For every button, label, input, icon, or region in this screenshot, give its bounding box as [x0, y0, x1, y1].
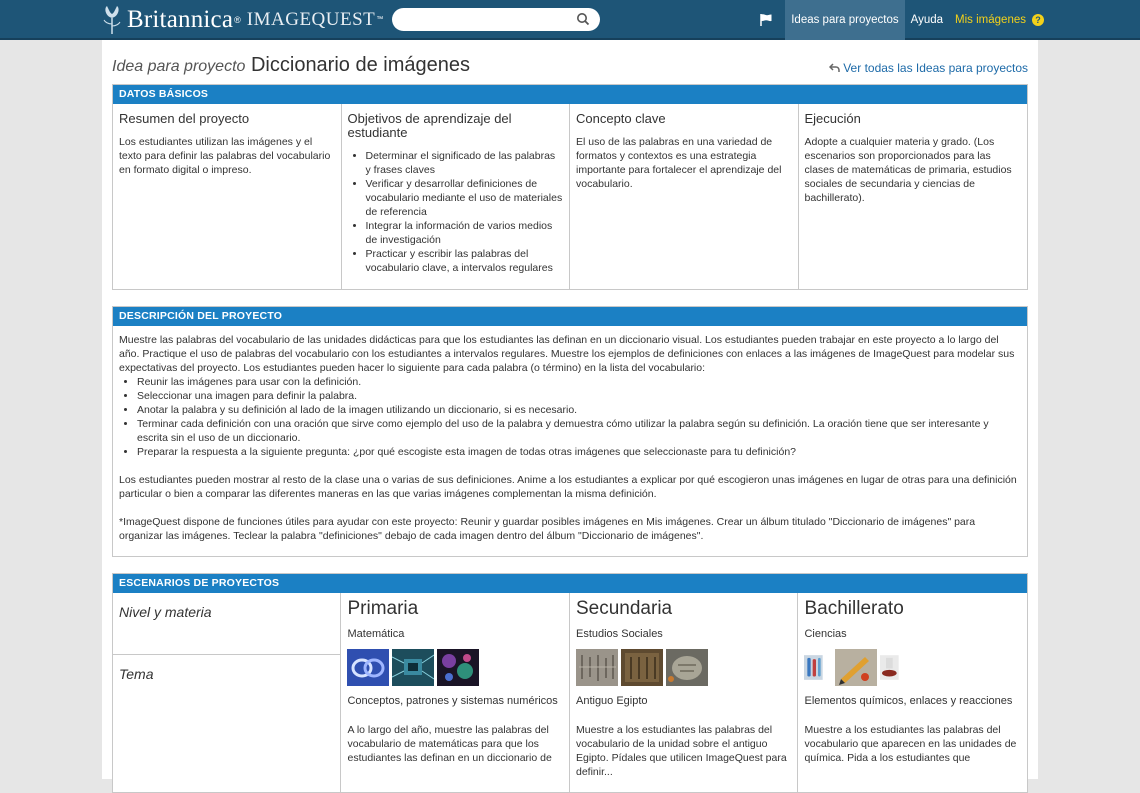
row-label-level: Nivel y materia [113, 593, 340, 655]
execution-text: Adopte a cualquier materia y grado. (Los escenarios son proporcionados para las clases de matemáticas de primaria, estudios sociales de secundaria y ciencias de bachillerato). [804, 136, 1012, 204]
scenario-subject: Matemática [347, 628, 405, 640]
scenario-level[interactable]: Bachillerato [804, 598, 904, 619]
britannica-imagequest-logo[interactable] [101, 2, 383, 38]
hieroglyphs-thumbnail-image[interactable] [576, 649, 618, 686]
brand-name: Britannica [127, 6, 234, 33]
list-item: • Anotar la palabra y su definición al lado de la imagen utilizando un diccionario, si es necesario. [137, 403, 1021, 417]
flag-button[interactable] [755, 0, 777, 40]
view-all-ideas-link[interactable] [829, 61, 1028, 75]
view-all-ideas-label: Ver todas las Ideas para proyectos [843, 61, 1028, 75]
scenario-summary: Muestre a los estudiantes las palabras del vocabulario que aparecen en las unidades de química. Pida a los estudiantes que [804, 724, 1017, 764]
scenario-summary: A lo largo del año, muestre las palabras del vocabulario de matemáticas para que los estudiantes las definan en un diccionario de [347, 724, 552, 764]
description-heading: DESCRIPCIÓN DEL PROYECTO [113, 307, 1027, 326]
nav-ideas-para-proyectos[interactable]: Ideas para proyectos [785, 0, 904, 40]
scenario-row-labels [113, 593, 341, 793]
execution-column [799, 104, 1028, 290]
page-title-text: Diccionario de imágenes [250, 54, 470, 76]
test-tubes-thumbnail-image[interactable] [804, 649, 832, 686]
main-content [102, 40, 1038, 779]
list-item: • Seleccionar una imagen para definir la palabra. [137, 389, 1021, 403]
scenario-thumbnails [347, 649, 563, 687]
page-title-prefix: Idea para proyecto [112, 58, 246, 75]
scenario-thumbnails [804, 649, 1021, 687]
list-item: • Determinar el significado de las palabras y frases claves [366, 149, 564, 177]
description-panel [112, 306, 1028, 557]
powder-thumbnail-image[interactable] [880, 649, 908, 686]
objectives-list [348, 149, 564, 275]
top-navigation-bar [0, 0, 1140, 40]
list-item: • Reunir las imágenes para usar con la definición. [137, 375, 1021, 389]
scenario-summary: Muestre a los estudiantes las palabras del vocabulario de la unidad sobre el antiguo Egipto. Pídales que utilicen ImageQuest para definir... [575, 724, 787, 778]
search-icon[interactable] [576, 12, 590, 26]
scenario-level[interactable]: Primaria [347, 598, 419, 619]
list-item: • Verificar y desarrollar definiciones de vocabulario mediante el uso de materiales de referencia [366, 177, 564, 219]
artifact-thumbnail-image[interactable] [666, 649, 708, 686]
list-item: • Preparar la respuesta a la siguiente pregunta: ¿por qué escogiste esta imagen de todas otras imágenes que seleccionaste para tu definición? [137, 445, 1021, 459]
page-title [112, 53, 470, 79]
concept-title: Concepto clave [576, 111, 666, 126]
description-paragraph-3: *ImageQuest dispone de funciones útiles para ayudar con este proyecto: Reunir y guardar posibles imágenes en Mis imágenes. Crear un álbum titulado "Diccionario de imágenes" para organizar las imágenes. Teclear la palabra "definiciones" debajo de cada imagen dentro del álbum "Diccionario de imágenes". [119, 516, 976, 542]
nav-ayuda[interactable]: Ayuda [910, 14, 944, 26]
basics-panel [112, 84, 1028, 290]
scenario-secundaria [570, 593, 799, 793]
description-steps [119, 375, 1021, 459]
description-paragraph-2: Los estudiantes pueden mostrar al resto de la clase una o varias de sus definiciones. Anime a los estudiantes a explicar por qué escogieron unas imágenes en lugar de otras para una definición particular o bien a comparar las diferentes maneras en las que varias imágenes complementan la misma definición. [119, 474, 1017, 500]
scenario-subject: Estudios Sociales [575, 628, 663, 640]
papyrus-thumbnail-image[interactable] [621, 649, 663, 686]
rings-thumbnail-image[interactable] [347, 649, 389, 686]
scenario-bachillerato [798, 593, 1027, 793]
concept-text: El uso de las palabras en una variedad de formatos y contextos es una estrategia importante para fortalecer el aprendizaje del vocabulario. [576, 136, 782, 190]
trademark-mark: ™ [376, 16, 384, 23]
main-nav [755, 0, 1140, 40]
scenarios-heading: ESCENARIOS DE PROYECTOS [113, 574, 1027, 593]
objectives-column [342, 104, 571, 290]
basics-heading: DATOS BÁSICOS [113, 85, 1027, 104]
molecules-thumbnail-image[interactable] [437, 649, 479, 686]
nav-mis-imagenes[interactable]: Mis imágenes [955, 14, 1026, 26]
description-intro: Muestre las palabras del vocabulario de las unidades didácticas para que los estudiantes las definan en un diccionario visual. Los estudiantes pueden trabajar en este proyecto a lo largo del año. Practique el uso de palabras del vocabulario con los estudiantes a intervalos regulares. Muestre los ejemplos de definiciones con enlaces a las imágenes de ImageQuest para modelar sus expectativas del proyecto. Los estudiantes pueden hacer lo siguiente para cada palabra (o término) en la lista del vocabulario: [119, 334, 1015, 374]
scenario-topic: Conceptos, patrones y sistemas numéricos [347, 695, 558, 707]
summary-text: Los estudiantes utilizan las imágenes y el texto para definir las palabras del vocabulario en formato digital o impreso. [119, 136, 331, 176]
summary-title: Resumen del proyecto [119, 111, 250, 126]
flag-icon [759, 13, 773, 27]
registered-mark: ® [234, 15, 241, 25]
list-item: • Practicar y escribir las palabras del vocabulario clave, a intervalos regulares [366, 247, 564, 275]
scenario-topic: Antiguo Egipto [575, 695, 648, 707]
scenario-thumbnails [576, 649, 792, 687]
concept-column [570, 104, 799, 290]
help-icon[interactable]: ? [1032, 14, 1044, 26]
execution-title: Ejecución [804, 111, 861, 126]
circuit-thumbnail-image[interactable] [392, 649, 434, 686]
row-label-topic: Tema [119, 666, 154, 682]
return-arrow-icon [829, 63, 840, 73]
summary-column [113, 104, 342, 290]
thistle-logo-icon [101, 4, 123, 36]
objectives-title: Objetivos de aprendizaje del estudiante [347, 111, 512, 140]
scenario-topic: Elementos químicos, enlaces y reacciones [804, 695, 1013, 707]
list-item: • Integrar la información de varios medios de investigación [366, 219, 564, 247]
scenario-level[interactable]: Secundaria [575, 598, 673, 619]
scenario-primaria [341, 593, 570, 793]
product-name: IMAGEQUEST [246, 9, 376, 30]
scenario-subject: Ciencias [804, 628, 847, 640]
scenarios-panel [112, 573, 1028, 793]
search-input[interactable] [392, 8, 600, 31]
list-item: • Terminar cada definición con una oración que sirve como ejemplo del uso de la palabra y demuestra cómo utilizar la palabra según su definición. La oración tiene que ser interesante y escrita sin el uso de un diccionario. [137, 417, 1021, 445]
pencil-thumbnail-image[interactable] [835, 649, 877, 686]
